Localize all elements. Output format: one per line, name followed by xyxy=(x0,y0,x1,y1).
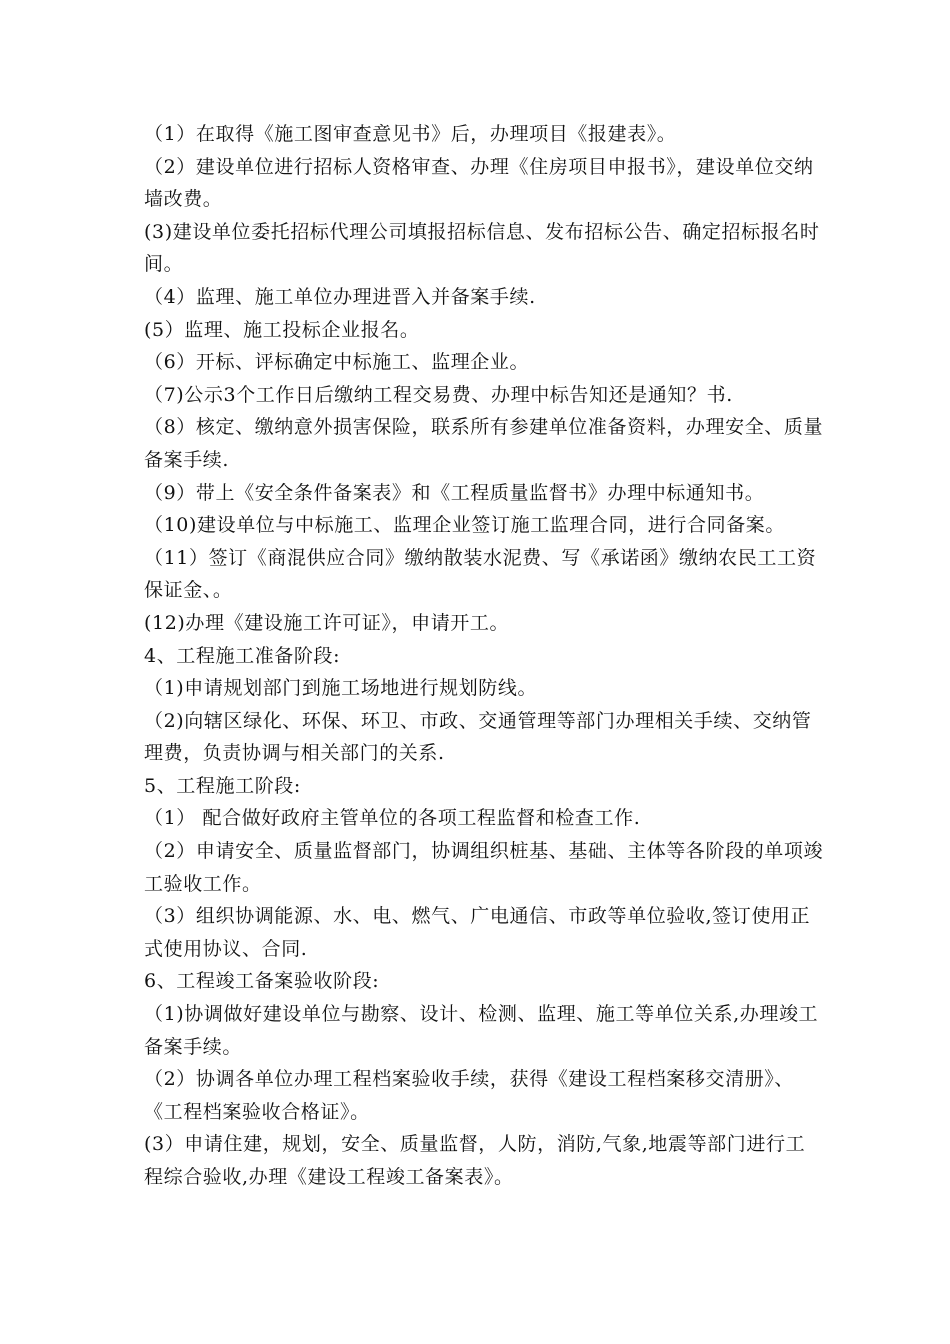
text-line: 间。 xyxy=(144,253,184,276)
text-line: （2)向辖区绿化、环保、环卫、市政、交通管理等部门办理相关手续、交纳管 xyxy=(144,709,812,732)
text-line: 备案手续。 xyxy=(144,1035,243,1058)
text-line: (5）监理、施工投标企业报名。 xyxy=(144,318,420,341)
text-line: (3）申请住建，规划，安全、质量监督，人防，消防,气象,地震等部门进行工 xyxy=(144,1133,806,1156)
text-line: （11）签订《商混供应合同》缴纳散装水泥费、写《承诺函》缴纳农民工工资 xyxy=(144,546,817,569)
text-line: 《工程档案验收合格证》。 xyxy=(144,1100,370,1123)
section-heading: 4、工程施工准备阶段: xyxy=(144,644,341,667)
text-line: （7)公示3个工作日后缴纳工程交易费、办理中标告知还是通知？书. xyxy=(144,383,733,406)
text-line: 理费，负责协调与相关部门的关系. xyxy=(144,742,445,765)
section-heading: 5、工程施工阶段: xyxy=(144,774,301,797)
text-line: （2）申请安全、质量监督部门，协调组织桩基、基础、主体等各阶段的单项竣 xyxy=(144,840,824,863)
text-line: （1）在取得《施工图审查意见书》后，办理项目《报建表》。 xyxy=(144,123,677,145)
text-line: （1)申请规划部门到施工场地进行规划防线。 xyxy=(144,677,538,700)
text-line: 保证金、。 xyxy=(144,579,233,602)
text-line: （3）组织协调能源、水、电、燃气、广电通信、市政等单位验收,签订使用正 xyxy=(144,905,811,928)
text-line: (12)办理《建设施工许可证》，申请开工。 xyxy=(144,611,510,634)
text-line: （1)协调做好建设单位与勘察、设计、检测、监理、施工等单位关系,办理竣工 xyxy=(144,1003,819,1026)
text-line: （10)建设单位与中标施工、监理企业签订施工监理合同，进行合同备案。 xyxy=(144,514,785,537)
text-line: （4）监理、施工单位办理进晋入并备案手续. xyxy=(144,285,536,308)
text-line: 墙改费。 xyxy=(144,188,223,211)
text-line: （2）协调各单位办理工程档案验收手续，获得《建设工程档案移交清册》、 xyxy=(144,1068,794,1091)
text-line: 程综合验收,办理《建设工程竣工备案表》。 xyxy=(144,1166,514,1188)
text-line: （2）建设单位进行招标人资格审查、办理《住房项目申报书》，建设单位交纳 xyxy=(144,155,814,178)
text-line: （9）带上《安全条件备案表》和《工程质量监督书》办理中标通知书。 xyxy=(144,481,765,504)
text-line: （1） 配合做好政府主管单位的各项工程监督和检查工作. xyxy=(144,807,641,830)
section-heading: 6、工程竣工备案验收阶段: xyxy=(144,970,380,993)
text-line: 备案手续. xyxy=(144,448,230,471)
document-body xyxy=(144,118,824,1194)
text-line: 工验收工作。 xyxy=(144,872,262,895)
text-line: （6）开标、评标确定中标施工、监理企业。 xyxy=(144,351,530,374)
text-line: （8）核定、缴纳意外损害保险，联系所有参建单位准备资料，办理安全、质量 xyxy=(144,416,824,439)
text-line: (3)建设单位委托招标代理公司填报招标信息、发布招标公告、确定招标报名时 xyxy=(144,220,820,243)
text-line: 式使用协议、合同. xyxy=(144,937,308,960)
